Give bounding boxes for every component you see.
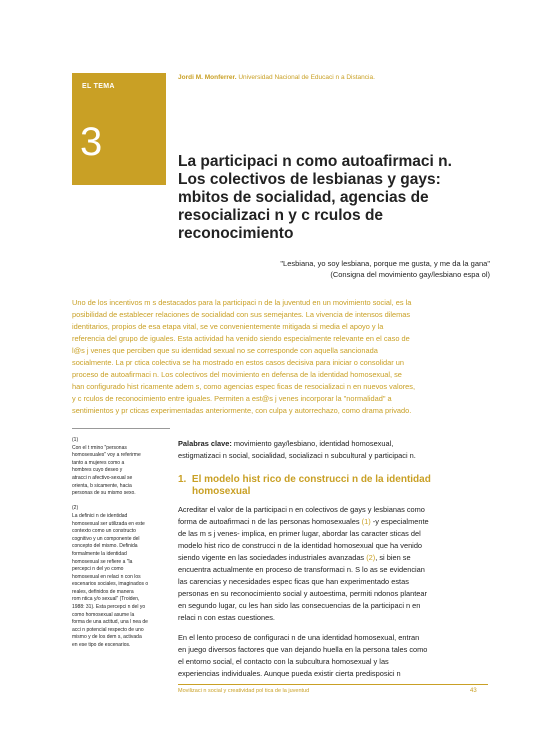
body-line-text: de las m s j venes- implica, en primer lugar, abordar las caracter sticas del [178,529,421,538]
body-line-text: Acreditar el valor de la participaci n en colectivos de gays y lesbianas como [178,505,425,514]
body-line [178,576,498,588]
body-line [178,612,498,624]
body-line [178,516,498,528]
body-line-text: , si bien se [375,553,411,562]
author-line [178,74,375,81]
abstract-line: l@s j venes que perciben que su identidad sexual no se corresponde con aquella sancionada [72,346,378,355]
abstract-line: sentimientos y pr cticas experimentadas anteriormente, con culpa y autorrechazo, como drama privado. [72,406,412,415]
title-line: mbitos de socialidad, agencias de [178,189,429,206]
note-line: escenarios sociales, imaginados o [72,581,149,588]
section-heading-number: 1. [178,474,187,485]
section-tag-label: EL TEMA [82,83,115,90]
keywords-list: movimiento gay/lesbiano, identidad homosexual, [231,439,394,448]
note-line: La definici n de identidad [72,512,128,519]
note-line: concepto del mismo. Definida [72,543,138,550]
body-line-text: En el lento proceso de configuraci n de una identidad homosexual, entran [178,633,420,642]
note-line: homosexual ser utilizada en este [72,520,145,527]
note-line: atracci n afectivo-sexual se [72,474,133,481]
body-line-text: forma de autoafirmaci n de las personas homosexuales [178,517,362,526]
note-line: forma de una actitud, una l nea de [72,619,148,626]
title-line: resocializaci n y c rculos de [178,207,384,224]
running-footer: Movilizaci n social y creatividad pol tica de la juventud [178,688,310,694]
body-line [178,504,498,516]
note-line: (1) [72,437,79,443]
body-line [178,564,498,576]
epigraph-source: (Consigna del movimiento gay/lesbiano espa ol) [330,270,490,279]
title-line: Los colectivos de lesbianas y gays: [178,171,441,188]
keywords-list-continued: estigmatizaci n social, socialidad, socializaci n subcultural y participaci n. [178,451,416,460]
body-line-text: el entorno social, el contacto con la subcultura homosexual y las [178,657,389,666]
note-line: homosexuales" voy a referirme [72,452,141,459]
abstract-line: y c rculos de reconocimiento entre iguales. Permiten a est@s j venes incorporar la "normalidad" a [72,394,392,403]
section-heading-text: El modelo hist rico de construcci n de la identidad [191,474,431,485]
body-line-text: -y especialmente [370,517,429,526]
body-line-text: en juego diversos factores que van dejando huella en la persona tales como [178,645,428,654]
body-line [178,588,498,600]
body-line [178,528,498,540]
body-line [178,668,498,680]
footnote-reference[interactable]: (1) [361,517,371,526]
keywords [178,438,498,462]
paragraph-gap [178,624,498,632]
author-affiliation: Universidad Nacional de Educaci n a Distancia. [238,74,375,81]
body-text [178,504,498,680]
keywords-label: Palabras clave: [178,439,232,448]
body-line-text: personas en su reconocimiento social y autoestima, permiti ndonos plantear [178,589,427,598]
note-line: hombres cuyo deseo y [72,467,123,474]
note-line: rom ntica y/o sexual" (Troiden, [72,596,140,603]
abstract-line: proceso de autoafirmaci n. Los colectivos del movimiento en defensa de la identidad homosexual, se [72,370,402,379]
body-line-text: modelo hist rico de construcci n de la identidad homosexual que ha venido [178,541,423,550]
body-line-text: experiencias individuales. Aunque pueda existir cierta predisposici n [178,669,401,678]
note-line: personas de su mismo sexo. [72,490,136,497]
author-name: Jordi M. Monferrer. [178,74,237,81]
body-line-text: en segundo lugar, cu les han sido las consecuencias de la participaci n en [178,601,421,610]
section-number: 3 [80,120,103,164]
note-line: acci n potencial respecto de uno [72,626,144,633]
abstract-line: han configurado hist ricamente adem s, como agencias espec ficas de resocializaci n en nuevos valores, [72,382,416,391]
note-line: reales, definidos de manera [72,588,134,595]
note-line: homosexual en relaci n con los [72,573,141,580]
epigraph [280,258,490,280]
note-line: percepci n del yo como [72,566,124,573]
body-line [178,656,498,668]
note-line: 1988: 31). Esta percepci n del yo [72,604,146,611]
epigraph-quote: "Lesbiana, yo soy lesbiana, porque me gusta, y me da la gana" [280,259,490,268]
abstract-line: socialmente. La pr ctica colectiva se ha mostrado en estos casos decisiva para iniciar o consolidar un [72,358,404,367]
abstract-line: identitarios, propios de esa etapa vital, se ve convenientemente mitigada si media el apoyo y la [72,322,384,331]
note-line: formalmente la identidad [72,550,127,557]
footnote-reference[interactable]: (2) [366,553,376,562]
section-heading [178,474,498,498]
title-line: La participaci n como autoafirmaci n. [178,153,452,170]
margin-notes [72,437,172,650]
note-line: (2) [72,505,79,512]
body-line-text: siendo vigente en las sociedades industriales avanzadas [178,553,367,562]
abstract-line: posibilidad de establecer relaciones de socialidad con sus semejantes. La vivencia de intensos dilemas [72,310,411,319]
title-line: reconocimiento [178,225,294,242]
note-line: Con el t rmino "personas [72,444,127,451]
footer-divider [178,684,488,685]
note-line: orienta, b sicamente, hacia [72,482,132,489]
article-title [178,153,508,243]
abstract-line: Uno de los incentivos m s destacados para la participaci n de la juventud en un movimiento social, es la [72,298,412,307]
body-line [178,540,498,552]
note-line: cognitivo y un componente del [72,535,140,542]
note-line: tanto a mujeres como a [72,459,125,466]
note-line: homosexual se refiere a "la [72,558,133,565]
body-line [178,632,498,644]
sidebar-divider [72,428,170,429]
note-line: en ese tipo de escenarios. [72,642,131,649]
abstract-line: referencia del grupo de iguales. Esta actividad ha venido siendo especialmente relevante en el caso de [72,334,410,343]
abstract [72,297,492,417]
page-number: 43 [470,688,477,694]
body-line [178,644,498,656]
note-line: mismo y de los dem s, activada [72,634,142,641]
note-line: contexto como un constructo [72,528,136,535]
note-line [72,498,172,506]
note-line: como homosexual asume la [72,611,135,618]
body-line [178,600,498,612]
body-line-text: relaci n con estas cuestiones. [178,613,275,622]
body-line [178,552,498,564]
section-heading-text-continued: homosexual [192,486,251,497]
body-line-text: encuentra actualmente en proceso de transformaci n. S lo as se evidencian [178,565,425,574]
body-line-text: las carencias y necesidades espec ficas que han experimentado estas [178,577,409,586]
